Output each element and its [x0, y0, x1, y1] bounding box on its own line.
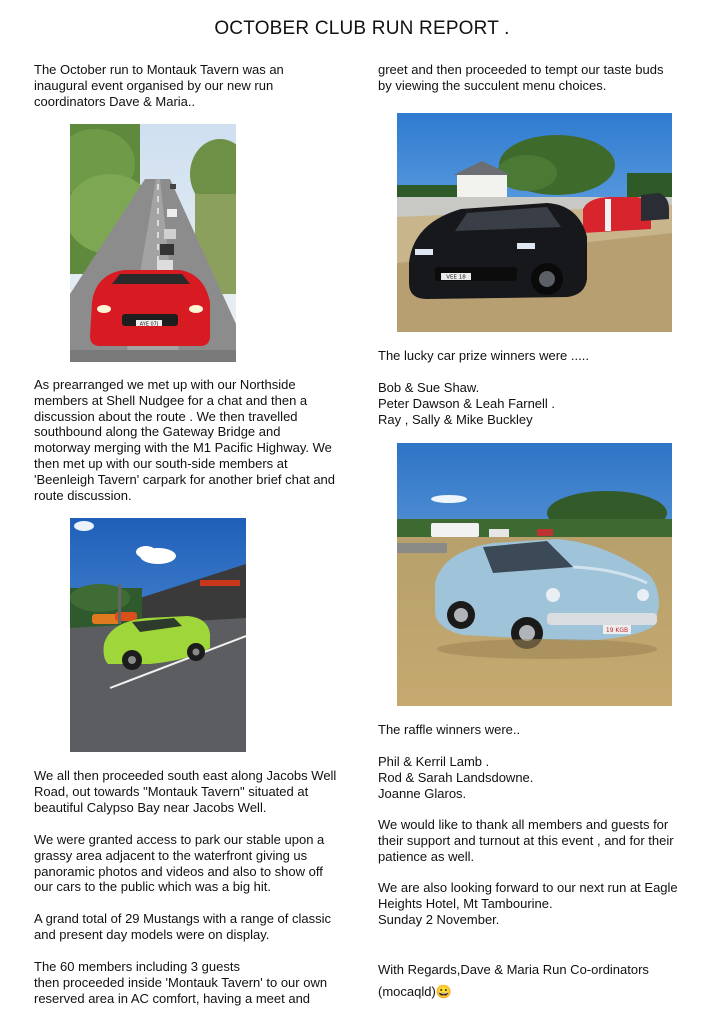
lucky-winners-list: Bob & Sue Shaw. Peter Dawson & Leah Farnell . Ray , Sally & Mike Buckley	[378, 380, 556, 427]
intro-paragraph: The October run to Montauk Tavern was an inaugural event organised by our new run coordinators Dave & Maria..	[34, 62, 284, 109]
lime-mustang-photo	[70, 518, 246, 752]
raffle-winners-list: Phil & Kerril Lamb . Rod & Sarah Landsdowne. Joanne Glaros.	[378, 754, 534, 801]
raffle-heading: The raffle winners were..	[378, 722, 521, 737]
proceeded-paragraph: We all then proceeded south east along Jacobs Well Road, out towards "Montauk Tavern" situated at beautiful Calypso Bay near Jacobs Well.	[34, 768, 337, 815]
thanks-paragraph: We would like to thank all members and guests for their support and turnout at this event , and for their patience as well.	[378, 817, 674, 864]
black-plate-text: VEE 18	[446, 274, 466, 281]
page-title: OCTOBER CLUB RUN REPORT .	[214, 18, 510, 39]
greet-paragraph: greet and then proceeded to tempt our taste buds by viewing the succulent menu choices.	[378, 62, 664, 93]
access-paragraph: We were granted access to park our stable upon a grassy area adjacent to the waterfront giving us panoramic photos and videos and also to show off our cars to the public which was a big hit.	[34, 832, 325, 895]
classic-mustang-photo	[397, 443, 672, 706]
members-paragraph: The 60 members including 3 guests then proceeded inside 'Montauk Tavern' to our own reserved area in AC comfort, having a meet and	[34, 959, 328, 1006]
regards-signoff: With Regards,Dave & Maria Run Co-ordinators (mocaqld)😀	[378, 962, 649, 999]
lucky-heading: The lucky car prize winners were .....	[378, 348, 589, 363]
next-run-paragraph: We are also looking forward to our next run at Eagle Heights Hotel, Mt Tambourine. Sunday 2 November.	[378, 880, 678, 927]
total-paragraph: A grand total of 29 Mustangs with a range of classic and present day models were on display.	[34, 911, 332, 942]
convoy-plate-text: AYE 07J	[139, 321, 159, 328]
black-mustang-photo	[397, 113, 672, 332]
route-paragraph: As prearranged we met up with our Northside members at Shell Nudgee for a chat and then a discussion about the route . We then travelled southbound along the Gateway Bridge and motorway merging with the M1 Pacific Highway. We then met up with our south-side members at 'Beenleigh Tavern' carpark for another brief chat and route discussion.	[34, 377, 336, 503]
classic-plate-text: 19 KGB	[605, 627, 629, 634]
convoy-red-mustang-photo	[70, 124, 236, 362]
